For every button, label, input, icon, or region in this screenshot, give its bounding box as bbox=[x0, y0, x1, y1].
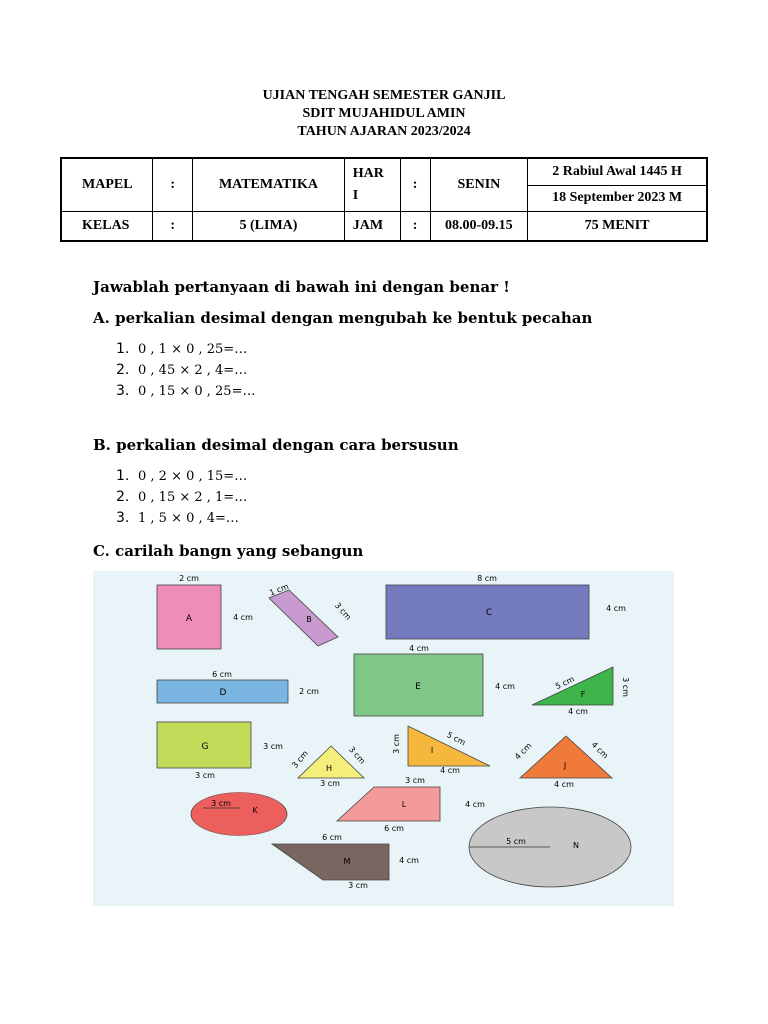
dim-a-top: 2 cm bbox=[179, 574, 199, 583]
shape-b bbox=[269, 590, 338, 646]
hari-label bbox=[344, 158, 400, 211]
section-c-title: C. carilah bangn yang sebangun bbox=[93, 542, 364, 560]
dim-k-radius: 3 cm bbox=[211, 799, 231, 808]
dim-g-side: 3 cm bbox=[263, 742, 283, 751]
exam-title: UJIAN TENGAH SEMESTER GANJIL bbox=[262, 88, 506, 103]
label-d: D bbox=[219, 688, 227, 698]
academic-year: TAHUN AJARAN 2023/2024 bbox=[297, 124, 471, 139]
exam-info-table bbox=[60, 157, 708, 242]
shape-m bbox=[272, 844, 389, 880]
dim-g-bottom: 3 cm bbox=[195, 771, 215, 780]
date-masehi: 18 September 2023 M bbox=[528, 185, 707, 211]
shape-f bbox=[532, 667, 613, 705]
section-a-title: A. perkalian desimal dengan mengubah ke bentuk pecahan bbox=[93, 309, 593, 327]
label-m: M bbox=[343, 857, 351, 866]
list-item bbox=[116, 489, 247, 505]
dim-l-bottom: 6 cm bbox=[384, 824, 404, 833]
dim-m-side: 4 cm bbox=[399, 856, 419, 865]
dim-f-hyp: 5 cm bbox=[554, 674, 576, 692]
list-item bbox=[116, 362, 247, 378]
item-text: 0 , 15 × 2 , 1=… bbox=[138, 490, 248, 505]
date-hijri: 2 Rabiul Awal 1445 H bbox=[528, 158, 707, 185]
dim-i-hyp: 5 cm bbox=[445, 730, 468, 748]
label-l: L bbox=[401, 800, 407, 809]
dim-h-left: 3 cm bbox=[290, 748, 310, 770]
list-item bbox=[116, 468, 247, 484]
mapel-colon: : bbox=[153, 158, 193, 211]
item-number: 3. bbox=[116, 510, 130, 526]
kelas-label: KELAS bbox=[61, 211, 153, 241]
item-text: 1 , 5 × 0 , 4=… bbox=[138, 511, 239, 526]
item-number: 3. bbox=[116, 383, 130, 399]
hari-label-part1: HAR bbox=[352, 165, 384, 181]
dim-l-top: 3 cm bbox=[405, 776, 425, 785]
list-item bbox=[116, 510, 239, 526]
jam-label: JAM bbox=[344, 211, 400, 241]
dim-i-bottom: 4 cm bbox=[440, 766, 460, 775]
label-n: N bbox=[573, 841, 579, 850]
item-text: 0 , 45 × 2 , 4=… bbox=[138, 363, 248, 378]
item-number: 2. bbox=[116, 362, 130, 378]
item-number: 2. bbox=[116, 489, 130, 505]
dim-j-left: 4 cm bbox=[513, 741, 534, 762]
jam-value: 08.00-09.15 bbox=[430, 211, 528, 241]
list-item bbox=[116, 383, 255, 399]
dim-h-bottom: 3 cm bbox=[320, 779, 340, 788]
label-h: H bbox=[325, 764, 333, 773]
dim-f-bottom: 4 cm bbox=[568, 707, 588, 716]
dim-e-top: 4 cm bbox=[409, 644, 429, 653]
section-b-title: B. perkalian desimal dengan cara bersusun bbox=[93, 436, 459, 454]
dim-d-top: 6 cm bbox=[212, 670, 232, 679]
item-text: 0 , 2 × 0 , 15=… bbox=[138, 469, 248, 484]
label-b: B bbox=[306, 615, 312, 624]
hari-colon: : bbox=[400, 158, 430, 211]
instruction: Jawablah pertanyaan di bawah ini dengan benar ! bbox=[93, 278, 510, 296]
item-text: 0 , 1 × 0 , 25=… bbox=[138, 342, 248, 357]
list-item bbox=[116, 341, 247, 357]
jam-colon: : bbox=[400, 211, 430, 241]
mapel-value: MATEMATIKA bbox=[193, 158, 345, 211]
shapes-figure bbox=[93, 571, 674, 906]
shape-k bbox=[191, 792, 287, 835]
dim-b-top: 1 cm bbox=[268, 581, 290, 598]
mapel-label: MAPEL bbox=[61, 158, 153, 211]
dim-n-radius: 5 cm bbox=[506, 837, 526, 846]
item-text: 0 , 15 × 0 , 25=… bbox=[138, 384, 256, 399]
hari-value: SENIN bbox=[430, 158, 528, 211]
item-number: 1. bbox=[116, 468, 130, 484]
dim-f-side: 3 cm bbox=[621, 677, 630, 697]
label-f: F bbox=[580, 690, 586, 699]
dim-m-top: 6 cm bbox=[322, 833, 342, 842]
dim-a-side: 4 cm bbox=[233, 613, 253, 622]
label-i: I bbox=[430, 746, 434, 755]
duration: 75 MENIT bbox=[528, 211, 707, 241]
dim-i-side: 3 cm bbox=[392, 734, 401, 754]
dim-c-side: 4 cm bbox=[606, 604, 626, 613]
dim-m-bottom: 3 cm bbox=[348, 881, 368, 890]
kelas-value: 5 (LIMA) bbox=[193, 211, 345, 241]
label-k: K bbox=[252, 806, 258, 815]
dim-h-right: 3 cm bbox=[346, 744, 367, 766]
dim-j-bottom: 4 cm bbox=[554, 780, 574, 789]
dim-j-right: 4 cm bbox=[589, 740, 610, 761]
label-j: J bbox=[563, 761, 567, 770]
dim-d-side: 2 cm bbox=[299, 687, 319, 696]
dim-l-side: 4 cm bbox=[465, 800, 485, 809]
shape-l bbox=[337, 787, 440, 821]
label-a: A bbox=[185, 614, 193, 624]
dim-b-side: 3 cm bbox=[332, 600, 353, 622]
label-g: G bbox=[201, 742, 209, 752]
label-c: C bbox=[485, 608, 493, 618]
school-name: SDIT MUJAHIDUL AMIN bbox=[302, 106, 466, 121]
item-number: 1. bbox=[116, 341, 130, 357]
dim-e-side: 4 cm bbox=[495, 682, 515, 691]
hari-label-part2: I bbox=[352, 187, 359, 203]
shapes-svg bbox=[93, 571, 674, 906]
dim-c-top: 8 cm bbox=[477, 574, 497, 583]
kelas-colon: : bbox=[153, 211, 193, 241]
label-e: E bbox=[415, 682, 421, 692]
